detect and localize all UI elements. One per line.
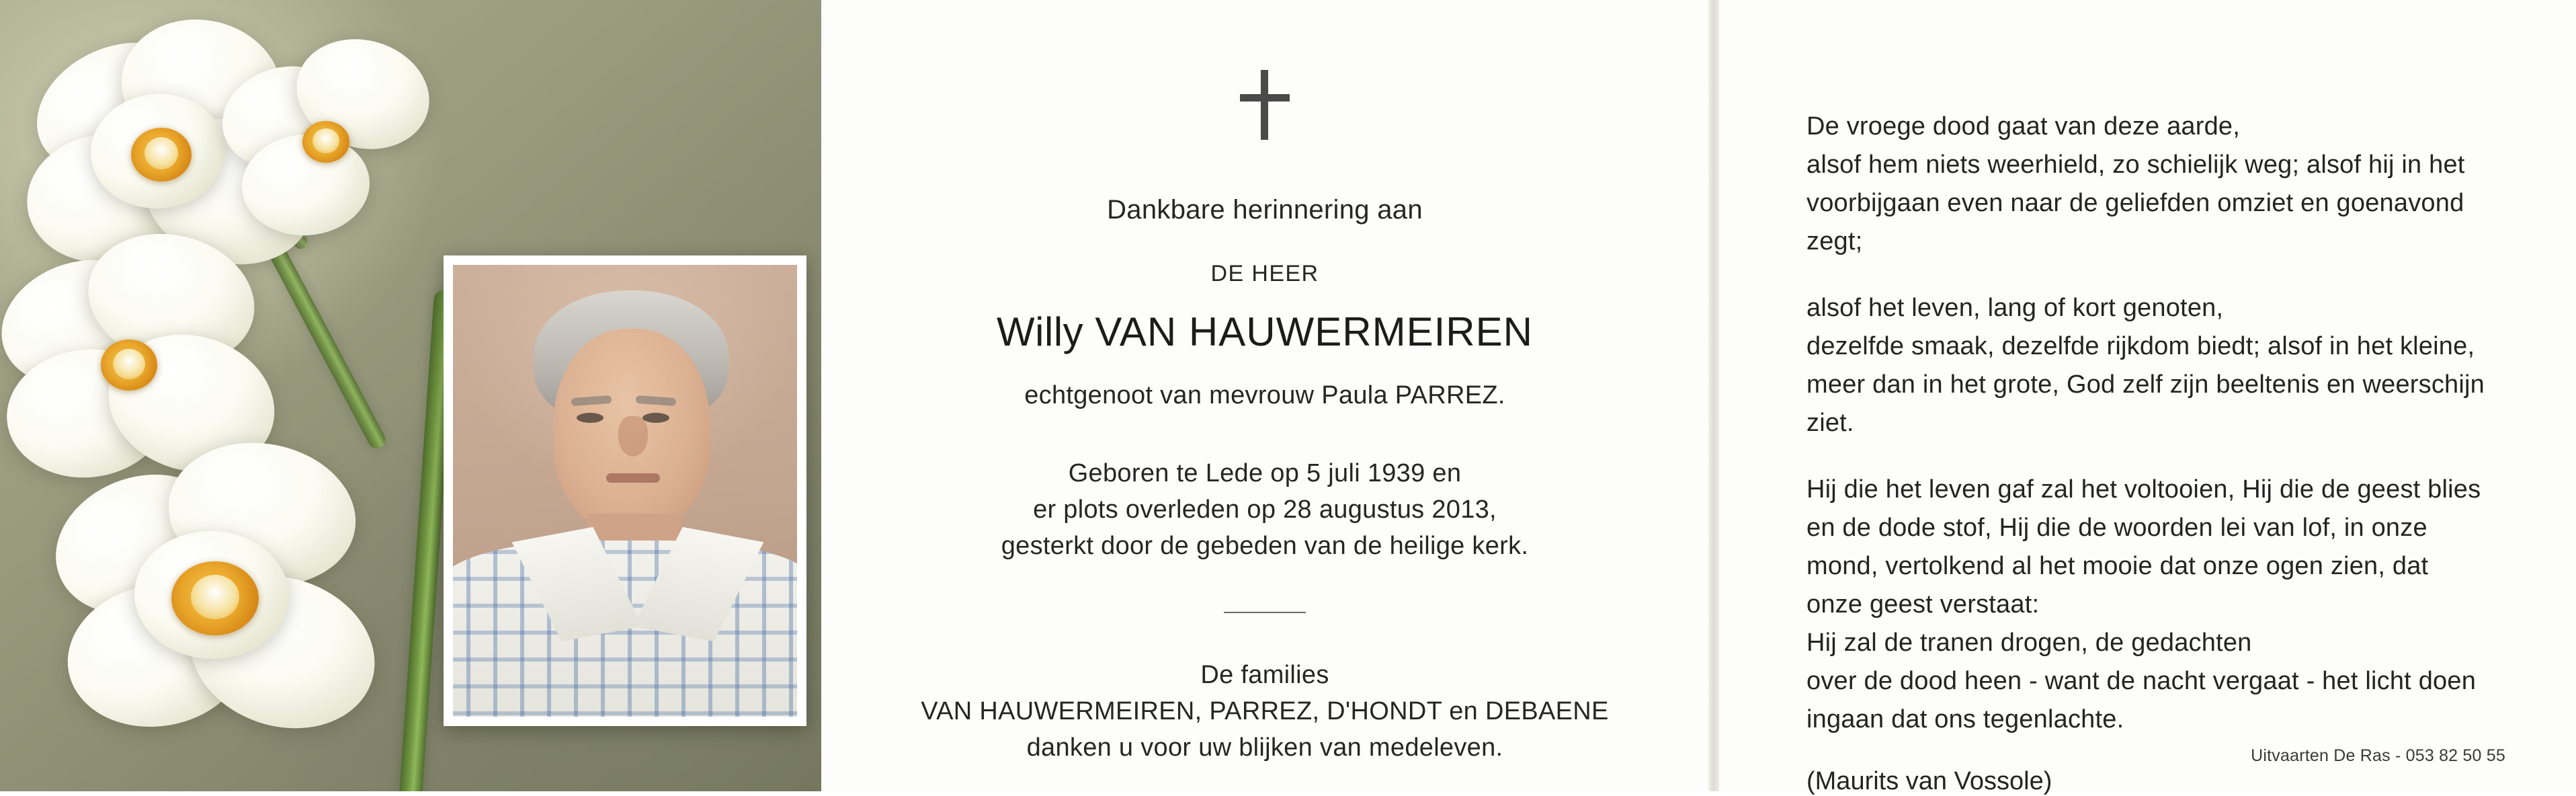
memorial-title: DE HEER	[1210, 260, 1319, 286]
memorial-intro: Dankbare herinnering aan	[1107, 195, 1423, 225]
deceased-first-name: Willy	[997, 309, 1084, 355]
poem-stanza	[1806, 289, 2505, 442]
poem-line: over de dood heen - want de nacht vergaat - het licht doen	[1806, 667, 2477, 695]
families-names: VAN HAUWERMEIREN, PARREZ, D'HONDT en DEBAENE	[921, 696, 1609, 725]
poem-line: mond, vertolkend al het mooie dat onze ogen zien, dat	[1806, 552, 2429, 580]
orchid-bloom	[54, 430, 403, 753]
poem-panel	[1719, 0, 2576, 795]
orchid-bloom	[222, 40, 444, 242]
poem-line: Hij zal de tranen drogen, de gedachten	[1806, 629, 2252, 657]
poem-author: (Maurits van Vossole)	[1806, 767, 2052, 795]
families-label: De families	[1200, 660, 1329, 689]
deceased-surname: VAN HAUWERMEIREN	[1095, 309, 1533, 355]
divider	[1224, 612, 1306, 613]
portrait-frame	[444, 255, 806, 726]
poem-line: De vroege dood gaat van deze aarde,	[1806, 112, 2241, 141]
poem-stanza	[1806, 471, 2505, 739]
death-line: er plots overleden op 28 augustus 2013,	[1033, 495, 1497, 524]
orchid-photo-panel	[0, 0, 821, 791]
poem-line: onze geest verstaat:	[1806, 590, 2040, 619]
sacrament-line: gesterkt door de gebeden van de heilige kerk.	[1001, 531, 1529, 560]
poem-line: alsof het leven, lang of kort genoten,	[1806, 294, 2224, 322]
poem-line: dezelfde smaak, dezelfde rijkdom biedt; alsof in het kleine,	[1806, 332, 2475, 360]
birth-line: Geboren te Lede op 5 juli 1939 en	[1068, 459, 1462, 488]
memorial-text-panel	[821, 0, 1708, 791]
poem-line: meer dan in het grote, God zelf zijn beeltenis en weerschijn	[1806, 370, 2485, 399]
poem-stanza	[1806, 108, 2505, 261]
poem-line: en de dode stof, Hij die de woorden lei van lof, in onze	[1806, 514, 2427, 542]
portrait-photo-of-deceased	[453, 265, 797, 717]
deceased-name	[997, 309, 1533, 355]
poem-line: alsof hem niets weerhield, zo schielijk weg; alsof hij in het	[1806, 151, 2465, 179]
card-fold-divider	[1708, 0, 1719, 791]
thanks-line: danken u voor uw blijken van medeleven.	[1026, 733, 1503, 762]
latin-cross-icon	[1240, 70, 1290, 140]
poem-line: ziet.	[1806, 409, 1854, 437]
poem-line: ingaan dat ons tegenlachte.	[1806, 705, 2124, 733]
funeral-home-credit: Uitvaarten De Ras - 053 82 50 55	[2251, 746, 2505, 765]
poem-line: voorbijgaan even naar de geliefden omziet en goenavond	[1806, 189, 2464, 217]
poem-line: Hij die het leven gaf zal het voltooien, Hij die de geest blies	[1806, 475, 2481, 504]
spouse-line: echtgenoot van mevrouw Paula PARREZ.	[1024, 381, 1505, 410]
poem-line: zegt;	[1806, 227, 1863, 255]
